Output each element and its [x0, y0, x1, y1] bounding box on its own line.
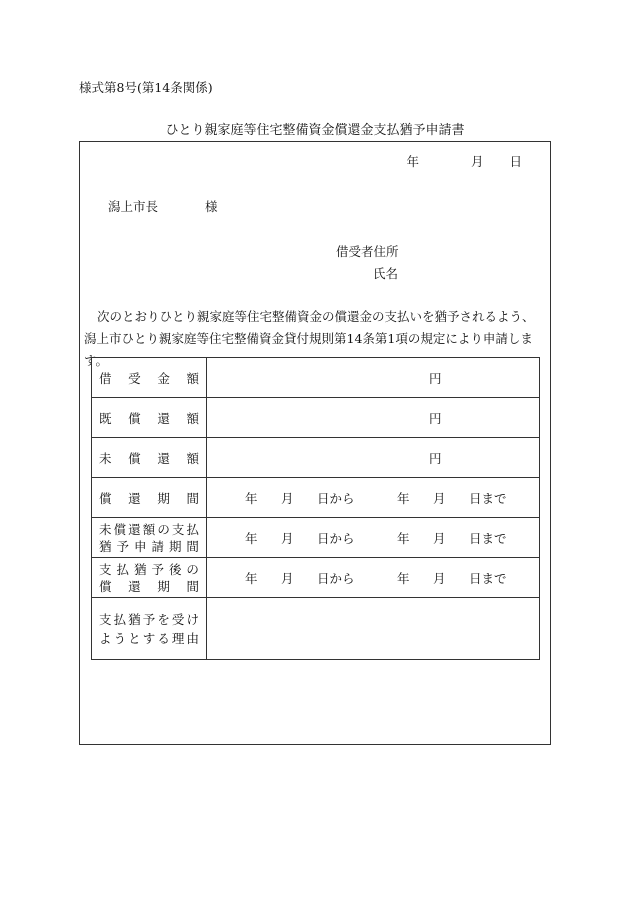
- date-year-label: 年: [406, 154, 420, 169]
- repaid-amount-field[interactable]: [207, 398, 540, 438]
- loan-amount-field[interactable]: [207, 358, 540, 398]
- deferral-reason-field[interactable]: [207, 598, 540, 660]
- row-label: 未 償 還 額: [92, 438, 207, 478]
- yen-unit: 円: [429, 410, 442, 426]
- table-row: [92, 438, 540, 478]
- row-label: 借 受 金 額: [92, 358, 207, 398]
- addressee-honorific: 様: [205, 199, 218, 214]
- request-statement: 次のとおりひとり親家庭等住宅整備資金の償還金の支払いを猶予されるよう、潟上市ひとり親家庭等住宅整備資金貸付規則第14条第1項の規定により申請します。: [84, 309, 535, 368]
- table-row: [92, 518, 540, 558]
- row-label: 既 償 還 額: [92, 398, 207, 438]
- table-row: [92, 598, 540, 660]
- table-row: [92, 358, 540, 398]
- row-label: 償 還 期 間: [92, 478, 207, 518]
- row-label: 支 払 猶 予 を 受 け よ う と す る 理 由: [92, 598, 207, 660]
- repayment-period-field[interactable]: 年 月 日から 年 月 日まで: [207, 478, 540, 518]
- applicant-address-label: 借受者住所: [336, 244, 399, 259]
- table-row: [92, 398, 540, 438]
- row-label: 未 償 還 額 の 支 払 猶 予 申 請 期 間: [92, 518, 207, 558]
- yen-unit: 円: [429, 450, 442, 466]
- row-label: 支 払 猶 予 後 の 償 還 期 間: [92, 558, 207, 598]
- yen-unit: 円: [429, 370, 442, 386]
- addressee-name: 潟上市長: [108, 199, 159, 214]
- date-day-label: 日: [509, 154, 522, 169]
- application-table: [91, 357, 540, 660]
- date-line: [407, 152, 523, 170]
- document-title: ひとり親家庭等住宅整備資金償還金支払猶予申請書: [165, 123, 465, 138]
- unpaid-amount-field[interactable]: [207, 438, 540, 478]
- date-month-label: 月: [470, 154, 484, 169]
- deferral-period-field[interactable]: 年 月 日から 年 月 日まで: [207, 518, 540, 558]
- applicant-name-label: 氏名: [373, 266, 399, 281]
- post-deferral-period-field[interactable]: 年 月 日から 年 月 日まで: [207, 558, 540, 598]
- table-row: [92, 478, 540, 518]
- addressee-line: [108, 197, 218, 215]
- form-number: 様式第8号(第14条関係): [79, 80, 213, 95]
- table-row: [92, 558, 540, 598]
